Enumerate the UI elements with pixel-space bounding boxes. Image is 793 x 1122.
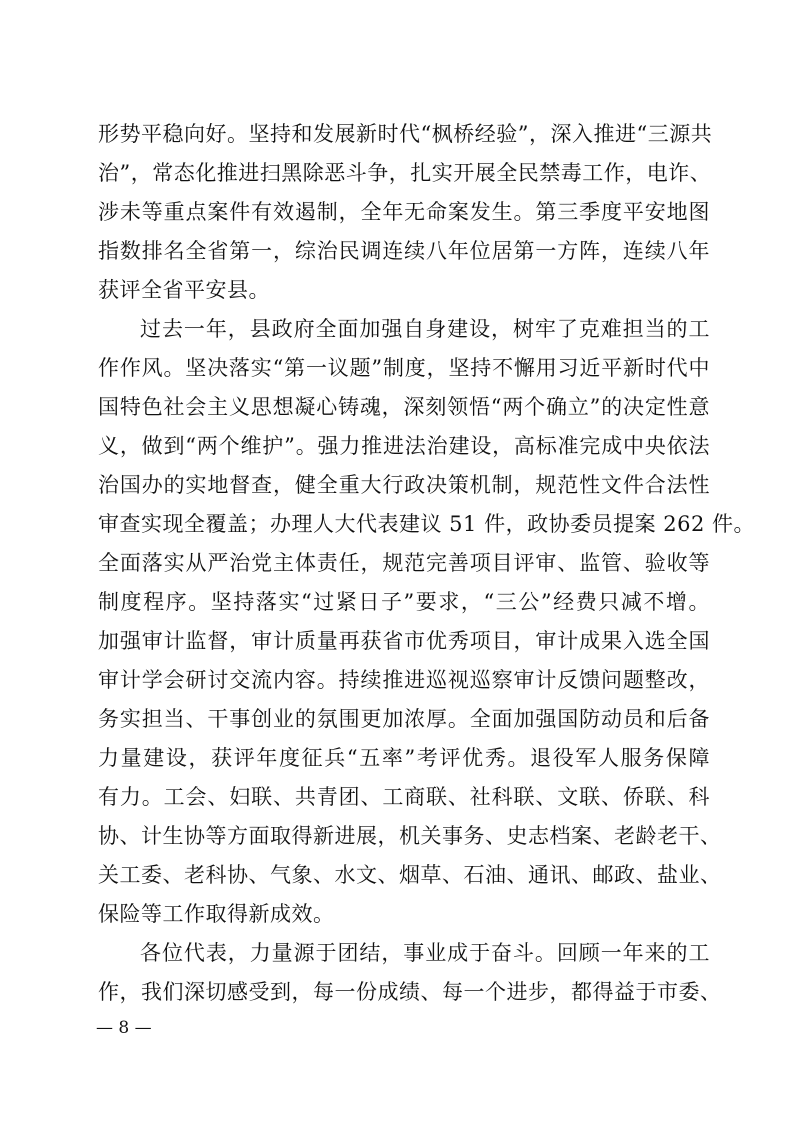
text-line: 全面落实从严治党主体责任，规范完善项目评审、监管、验收等: [98, 551, 710, 575]
text-line: 形势平稳向好。坚持和发展新时代“枫桥经验”，深入推进“三源共: [98, 122, 713, 146]
text-line: 作作风。坚决落实“第一议题”制度，坚持不懈用习近平新时代中: [98, 356, 710, 380]
text-line: 协、计生协等方面取得新进展，机关事务、史志档案、老龄老干、: [98, 824, 722, 848]
text-line: 获评全省平安县。: [98, 278, 270, 302]
text-line: 各位代表，力量源于团结，事业成于奋斗。回顾一年来的工: [140, 941, 710, 965]
text-line: 有力。工会、妇联、共青团、工商联、社科联、文联、侨联、科: [98, 785, 710, 809]
text-line: 力量建设，获评年度征兵“五率”考评优秀。退役军人服务保障: [98, 746, 710, 770]
text-line: 国特色社会主义思想凝心铸魂，深刻领悟“两个确立”的决定性意: [98, 395, 710, 419]
text-line: 审计学会研讨交流内容。持续推进巡视巡察审计反馈问题整改，: [98, 668, 710, 692]
text-line: 治国办的实地督查，健全重大行政决策机制，规范性文件合法性: [98, 473, 710, 497]
text-line: 保险等工作取得新成效。: [98, 902, 335, 926]
text-line: 务实担当、干事创业的氛围更加浓厚。全面加强国防动员和后备: [98, 707, 710, 731]
text-line: 治”，常态化推进扫黑除恶斗争，扎实开展全民禁毒工作，电诈、: [98, 161, 712, 185]
text-line: 制度程序。坚持落实“过紧日子”要求，“三公”经费只减不增。: [98, 590, 710, 614]
text-line: 指数排名全省第一，综治民调连续八年位居第一方阵，连续八年: [98, 239, 710, 263]
text-line: 过去一年，县政府全面加强自身建设，树牢了克难担当的工: [140, 317, 710, 341]
text-line: 审查实现全覆盖；办理人大代表建议 51 件，政协委员提案 262 件。: [98, 512, 756, 536]
text-line: 关工委、老科协、气象、水文、烟草、石油、通讯、邮政、盐业、: [98, 863, 722, 887]
text-line: 义，做到“两个维护”。强力推进法治建设，高标准完成中央依法: [98, 434, 710, 458]
text-line: 作，我们深切感受到，每一份成绩、每一个进步，都得益于市委、: [98, 980, 722, 1004]
text-line: 涉未等重点案件有效遏制，全年无命案发生。第三季度平安地图: [98, 200, 710, 224]
text-line: 加强审计监督，审计质量再获省市优秀项目，审计成果入选全国: [98, 629, 710, 653]
page-number: — 8 —: [96, 1018, 152, 1038]
